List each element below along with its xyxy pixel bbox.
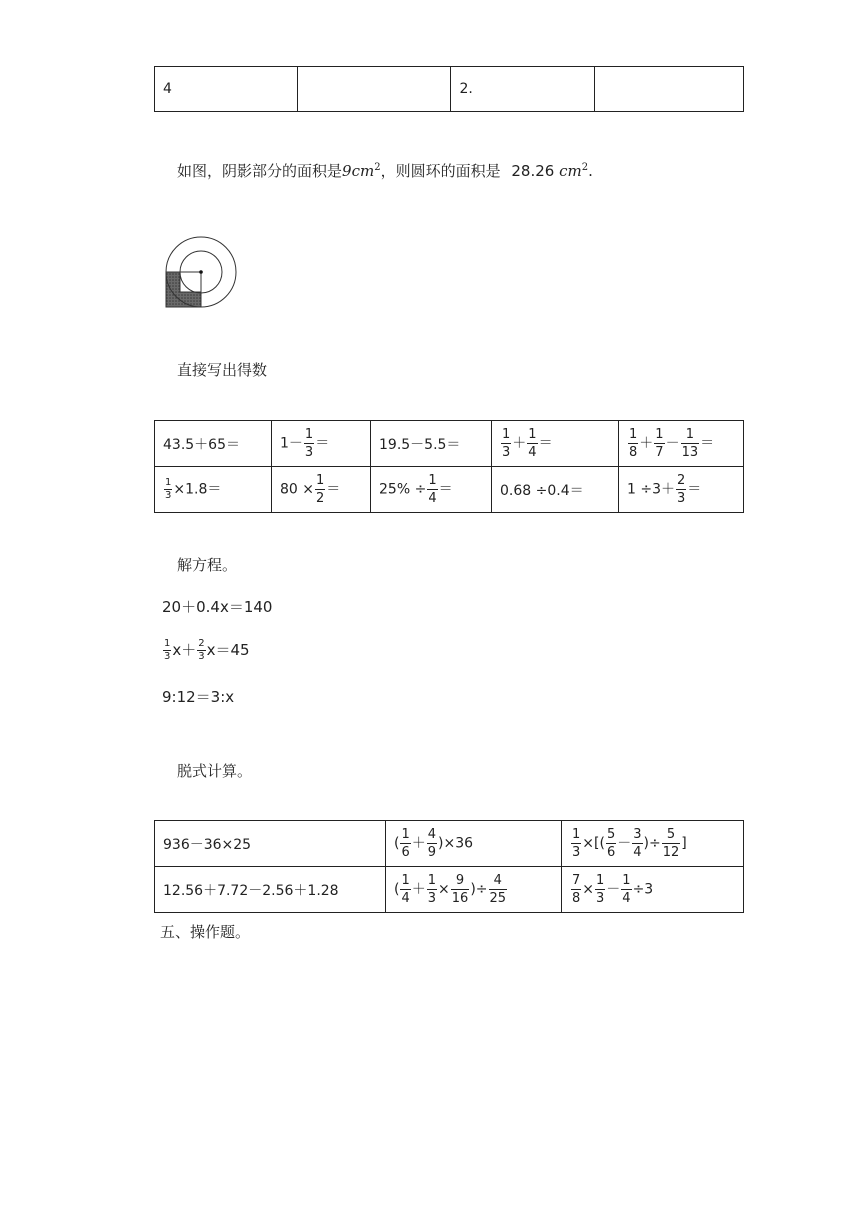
ring-problem-text <box>177 160 593 181</box>
top-cell-2 <box>298 67 451 112</box>
ring-text-before: 如图，阴影部分的面积是 <box>177 162 343 180</box>
equation-3: 9:12＝3:x <box>162 688 235 706</box>
dw-r1-c2: 1－ $\frac{1}{3}$ ＝ <box>272 421 371 467</box>
calc-r2-c3: $\frac{7}{8}$ × $\frac{1}{3}$ － $\frac{1}{4}$ ÷3 <box>562 867 744 913</box>
direct-write-table <box>154 420 744 513</box>
ring-area-exp: 2 <box>374 162 381 173</box>
ring-area-unit: cm <box>351 162 375 180</box>
calc-heading: 脱式计算。 <box>177 762 253 780</box>
ring-text-middle: ，则圆环的面积是 <box>380 162 501 180</box>
equation-1: 20＋0.4x＝140 <box>162 598 273 616</box>
center-point <box>199 270 203 274</box>
dw-r1-c1: 43.5＋65＝ <box>155 421 272 467</box>
ring-figure <box>160 234 240 312</box>
direct-write-heading: 直接写出得数 <box>177 361 268 379</box>
ring-area-value: 9 <box>342 162 352 180</box>
section-five-heading: 五、操作题。 <box>160 923 251 941</box>
calc-table <box>154 820 744 913</box>
inner-square <box>180 272 201 292</box>
dw-r2-c3: 25% ÷ $\frac{1}{4}$ ＝ <box>371 467 492 513</box>
top-answer-table <box>154 66 744 112</box>
calc-r1-c2: ( $\frac{1}{6}$ ＋ $\frac{4}{9}$ )×36 <box>386 821 562 867</box>
equation-2: $\frac{1}{3}$ x＋ $\frac{2}{3}$ x＝45 <box>164 638 250 662</box>
equations-heading: 解方程。 <box>177 556 238 574</box>
dw-r2-c1: $\frac{1}{3}$ ×1.8＝ <box>155 467 272 513</box>
calc-r2-c2: ( $\frac{1}{4}$ ＋ $\frac{1}{3}$ × $\frac{9}{16}$ )÷ $\frac{4}{25}$ <box>386 867 562 913</box>
dw-r2-c4: 0.68 ÷0.4＝ <box>492 467 619 513</box>
dw-r1-c5: $\frac{1}{8}$ ＋ $\frac{1}{7}$ － $\frac{1}{13}$ ＝ <box>619 421 744 467</box>
dw-r2-c2: 80 × $\frac{1}{2}$ ＝ <box>272 467 371 513</box>
ring-answer: 28.26 <box>511 162 555 180</box>
ring-answer-unit: cm <box>559 162 582 180</box>
top-cell-3: 2. <box>451 67 594 112</box>
calc-r1-c1: 936－36×25 <box>155 821 386 867</box>
top-cell-4 <box>594 67 743 112</box>
calc-r2-c1: 12.56＋7.72－2.56＋1.28 <box>155 867 386 913</box>
ring-answer-exp: 2 <box>581 162 589 173</box>
top-cell-1: 4 <box>155 67 298 112</box>
calc-r1-c3: $\frac{1}{3}$ ×[( $\frac{5}{6}$ － $\frac{3}{4}$ )÷ $\frac{5}{12}$ ] <box>562 821 744 867</box>
dw-r1-c3: 19.5－5.5＝ <box>371 421 492 467</box>
dw-r1-c4: $\frac{1}{3}$ ＋ $\frac{1}{4}$ ＝ <box>492 421 619 467</box>
dw-r2-c5: 1 ÷3＋ $\frac{2}{3}$ ＝ <box>619 467 744 513</box>
ring-text-end: . <box>588 162 593 180</box>
